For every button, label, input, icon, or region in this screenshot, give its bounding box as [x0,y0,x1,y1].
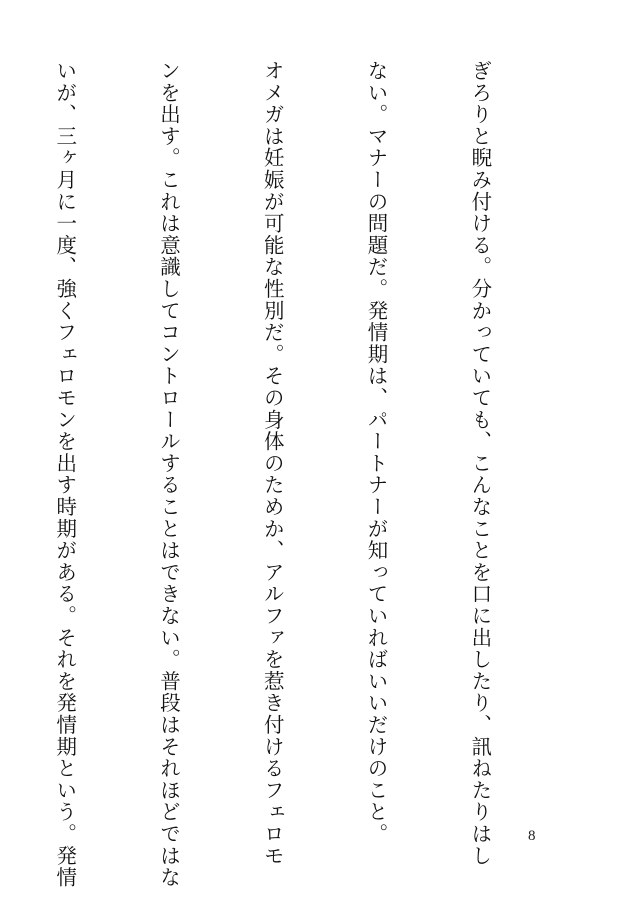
text-line: ンを出す。これは意識してコントロールすることはできない。普段はそれほどではな [156,60,181,889]
text-line: いが、三ヶ月に一度、強くフェロモンを出す時期がある。それを発情期という。発情 [52,60,77,889]
text-line: ない。マナーの問題だ。発情期は、パートナーが知っていればいいだけのこと。 [364,60,389,845]
text-line: ぎろりと睨み付ける。分かっていても、こんなことを口に出したり、訊ねたりはし [467,60,492,867]
page-number: 8 [528,828,536,844]
vertical-text-body [0,60,566,889]
text-line: オメガは妊娠が可能な性別だ。その身体のためか、アルファを惹き付けるフェロモ [260,60,285,867]
